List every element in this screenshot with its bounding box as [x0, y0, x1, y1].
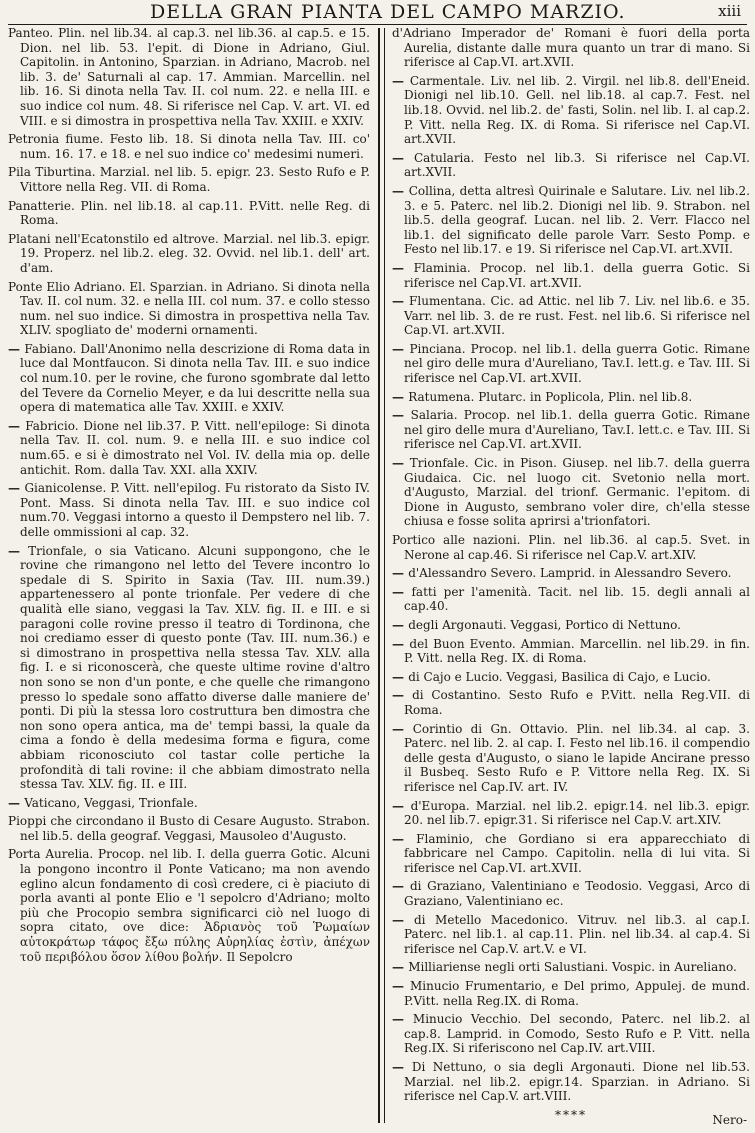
index-entry	[8, 132, 370, 161]
index-entry	[392, 261, 750, 290]
index-entry	[392, 390, 750, 405]
index-entry	[8, 544, 370, 792]
entry-text: Ratumena. Plutarc. in Poplicola, Plin. nel lib.8.	[408, 389, 693, 404]
index-entry	[392, 832, 750, 876]
dash-mark: —	[392, 912, 414, 927]
entry-text: Ponte Elio Adriano. El. Sparzian. in Adriano. Si dinota nella Tav. II. col num. 32. e nella III. col num. 37. e collo stesso num. nel suo indice. Si dimostra in prospettiva nella Tav. XLIV. spogliato de' moderni ornamenti.	[8, 279, 370, 338]
page-number: xiii	[718, 2, 741, 20]
entry-text: Vaticano, Veggasi, Trionfale.	[24, 795, 198, 810]
entry-text: Flaminia. Procop. nel lib.1. della guerra Gotic. Si riferisce nel Cap.VI. art.XVII.	[404, 260, 750, 290]
index-entry	[8, 232, 370, 276]
index-entry	[8, 796, 370, 811]
dash-mark: —	[392, 617, 409, 632]
index-entry	[8, 165, 370, 194]
entry-text: Trionfale, o sia Vaticano. Alcuni suppongono, che le rovine che rimangono nel letto del Tevere incontro lo spedale di S. Spirito in Saxia (Tav. III. num.39.) appartenessero al ponte trionfale. Per vedere di che qualità elle siano, veggasi la Tav. XLV. fig. II. e III. e si paragoni colle rovine presso il teatro di Tordinona, che noi crediamo esser di questo ponte (Tav. III. num.36.) e si dimostrano in prospettiva nella stessa Tav. XLV. alla fig. I. e si riconoscerà, che queste ultime rovine d'altro non sono se non d'un ponte, e che quelle che rimangono presso lo spedale sono affatto diverse dalle maniere de' ponti. Di più la stessa loro costruttura ben dimostra che non sono opera antica, ma de' tempi bassi, la quale da cima a fondo è della medesima forma e figura, come abbiam riconosciuto col tastar colle pertiche la profondità di tali rovine: il che abbiam dimostrato nella stessa Tav. XLV. fig. II. e III.	[20, 543, 370, 792]
index-entry	[392, 456, 750, 529]
entry-text: di Graziano, Valentiniano e Teodosio. Veggasi, Arco di Graziano, Valentiniano ec.	[404, 879, 750, 909]
dash-mark: —	[8, 795, 25, 810]
entry-text: Portico alle nazioni. Plin. nel lib.36. al cap.5. Svet. in Nerone al cap.46. Si riferisce nel Cap.V. art.XIV.	[392, 533, 750, 562]
page-header	[0, 0, 755, 24]
dash-mark: —	[392, 389, 409, 404]
index-entry	[392, 979, 750, 1008]
dash-mark: —	[392, 1012, 413, 1027]
index-entry	[8, 26, 370, 128]
index-entry	[392, 408, 750, 452]
entry-text: Collina, detta altresì Quirinale e Salutare. Liv. nel lib.2. 3. e 5. Paterc. nel lib.2. Dionigi nel lib. 9. Strabon. nel lib.5. della geograf. Lucan. nel lib. 2. Verr. Flacco nel lib.1. del significato delle parole Varr. Sesto Pomp. e Festo nel lib.17. e 19. Si riferisce nel Cap.VI. art.XVII.	[404, 183, 750, 257]
entry-text: d'Adriano Imperador de' Romani è fuori della porta Aurelia, distante dalle mura quanto un trar di mano. Si riferisce al Cap.VI. art.XVII.	[392, 26, 750, 70]
entry-text: Pinciana. Procop. nel lib.1. della guerra Gotic. Rimane nel giro delle mura d'Aureliano, Tav.I. lett.g. e Tav. III. Si riferisce nel Cap.VI. art.XVII.	[404, 341, 750, 386]
index-entry	[392, 533, 750, 562]
index-entry	[392, 722, 750, 795]
index-entry	[8, 419, 370, 477]
dash-mark: —	[392, 341, 410, 356]
entry-text: Fabricio. Dione nel lib.37. P. Vitt. nell'epiloge: Si dinota nella Tav. II. col. num. 9. e nella III. e suo indice col num.65. e si è dimostrato nel Vol. IV. della mia op. delle antichit. Rom. dalla Tav. XXI. alla XXIV.	[20, 418, 370, 477]
header-rule	[8, 24, 747, 25]
dash-mark: —	[392, 150, 414, 165]
dash-mark: —	[8, 543, 29, 558]
index-entry	[392, 585, 750, 614]
running-title: DELLA GRAN PIANTA DEL CAMPO MARZIO.	[150, 1, 626, 23]
index-entry	[392, 74, 750, 147]
dash-mark: —	[392, 183, 409, 198]
entry-text: Trionfale. Cic. in Pison. Giusep. nel lib.7. della guerra Giudaica. Cic. nel luogo cit. Svetonio nella mort. d'Augusto, Marzial. del trionf. Germanic. l'epitom. di Dione in Augusto, sembrano voler dire, ch'ella stesse chiusa e fosse solita aprirsi a'trionfatori.	[404, 456, 750, 529]
entry-text: degli Argonauti. Veggasi, Portico di Nettuno.	[408, 617, 681, 632]
index-entry	[392, 688, 750, 717]
entry-text: Petronia fiume. Festo lib. 18. Si dinota nella Tav. III. co' num. 16. 17. e 18. e nel suo indice co' medesimi numeri.	[8, 132, 370, 161]
dash-mark: —	[8, 341, 25, 356]
index-entry	[8, 481, 370, 539]
dash-mark: —	[392, 260, 414, 275]
dash-mark: —	[392, 979, 410, 994]
entry-text: Pila Tiburtina. Marzial. nel lib. 5. epigr. 23. Sesto Rufo e P. Vittore nella Reg. VII. di Roma.	[8, 165, 370, 194]
dash-mark: —	[392, 294, 410, 309]
dash-mark: —	[392, 798, 411, 813]
dash-mark: —	[392, 408, 411, 423]
entry-text: Minucio Frumentario, e Del primo, Appulej. de mund. P.Vitt. nella Reg.IX. di Roma.	[404, 979, 750, 1008]
entry-text: Di Nettuno, o sia degli Argonauti. Dione nel lib.53. Marzial. nel lib.2. epigr.14. Sparzian. in Adriano. Si riferisce nel Cap.V. art.VIII.	[404, 1060, 750, 1104]
column-divider	[378, 28, 385, 1123]
entry-text: Flaminio, che Gordiano si era apparecchiato di fabbricare nel Campo. Capitolin. nella di lui vita. Si riferisce nel Cap.VI. art.XVII.	[404, 831, 750, 875]
index-entry	[8, 280, 370, 338]
dash-mark: —	[8, 418, 26, 433]
index-entry	[392, 879, 750, 908]
entry-text: Panteo. Plin. nel lib.34. al cap.3. nel lib.36. al cap.5. e 15. Dion. nel lib. 53. l'epit. di Dione in Adriano, Giul. Capitolin. in Antonino, Sparzian. in Adriano, Macrob. nel lib. 3. de' Saturnali al cap. 17. Ammian. Marcellin. nel lib. 16. Si dinota nella Tav. II. col num. 22. e nella III. e suo indice col num. 48. Si riferisce nel Cap. V. art. VI. ed VIII. e si dimostra in prospettiva nella Tav. XXIII. e XXIV.	[8, 26, 370, 128]
index-entry	[8, 847, 370, 964]
entry-text: Corintio di Gn. Ottavio. Plin. nel lib.34. al cap. 3. Paterc. nel lib. 2. al cap. I. Festo nel lib.16. il compendio delle gesta d'Augusto, o siano le lapide Ancirane presso il Busbeq. Sesto Rufo e P. Vittore nella Reg. IX. Si riferisce nel Cap.IV. art. IV.	[404, 721, 750, 794]
end-stars: ****	[555, 1107, 587, 1122]
index-entry	[392, 151, 750, 180]
index-entry	[392, 294, 750, 338]
index-entry	[392, 184, 750, 257]
dash-mark: —	[392, 669, 409, 684]
entry-text: Catularia. Festo nel lib.3. Si riferisce nel Cap.VI. art.XVII.	[404, 150, 750, 180]
index-entry	[8, 814, 370, 843]
entry-text: Gianicolense. P. Vitt. nell'epilog. Fu ristorato da Sisto IV. Pont. Mass. Si dinota nella Tav. III. e suo indice col num.70. Veggasi intorno a questo il Dempstero nel lib. 7. delle ommissioni al cap. 32.	[20, 481, 370, 539]
entry-text: Carmentale. Liv. nel lib. 2. Virgil. nel lib.8. dell'Eneid. Dionigi nel lib.10. Gell. nel lib.18. al cap.7. Fest. nel lib.18. Ovvid. nel lib.2. de' fasti, Solin. nel lib. I. al cap.2. P. Vitt. nella Reg. IX. di Roma. Si riferisce nel Cap.VI. art.XVII.	[404, 73, 750, 147]
dash-mark: —	[392, 1060, 412, 1074]
entry-text: Pioppi che circondano il Busto di Cesare Augusto. Strabon. nel lib.5. della geograf. Veggasi, Mausoleo d'Augusto.	[8, 814, 370, 843]
entry-text: di Cajo e Lucio. Veggasi, Basilica di Cajo, e Lucio.	[408, 669, 711, 684]
right-column	[392, 26, 750, 1126]
index-entry	[8, 342, 370, 415]
index-entry	[392, 618, 750, 633]
index-entry	[392, 637, 750, 666]
dash-mark: —	[392, 566, 409, 581]
entry-text: Minucio Vecchio. Del secondo, Paterc. nel lib.2. al cap.8. Lamprid. in Comodo, Sesto Rufo e P. Vitt. nella Reg.IX. Si riferiscono nel Cap.IV. art.VIII.	[404, 1012, 750, 1056]
entry-text: Salaria. Procop. nel lib.1. della guerra Gotic. Rimane nel giro delle mura d'Aureliano, Tav.I. lett.c. e Tav. III. Si riferisce nel Cap.VI. art.XVII.	[404, 408, 750, 452]
entry-text: fatti per l'amenità. Tacit. nel lib. 15. degli annali al cap.40.	[404, 584, 750, 614]
index-entry	[392, 799, 750, 828]
entry-text: Flumentana. Cic. ad Attic. nel lib 7. Liv. nel lib.6. e 35. Varr. nel lib. 3. de re rust. Fest. nel lib.6. Si riferisce nel Cap.VI. art.XVII.	[404, 294, 750, 338]
dash-mark: —	[392, 960, 409, 975]
dash-mark: —	[392, 721, 413, 736]
dash-mark: —	[392, 831, 417, 846]
index-entry	[392, 1012, 750, 1056]
index-entry	[392, 566, 750, 581]
dash-mark: —	[392, 73, 410, 88]
index-entry	[392, 960, 750, 975]
entry-text: di Metello Macedonico. Vitruv. nel lib.3. al cap.I. Paterc. nel lib.1. al cap.11. Plin. nel lib.34. al cap.4. Si riferisce nel Cap.V. art.V. e VI.	[404, 912, 750, 956]
entry-text: Fabiano. Dall'Anonimo nella descrizione di Roma data in luce dal Montfaucon. Si dinota nella Tav. III. e suo indice col num.10. per le rovine, che furono sgombrate dal letto del Tevere da Cornelio Meyer, e da lui descritte nella sua opera di matematica alle Tav. XXIII. e XXIV.	[20, 341, 370, 415]
dash-mark: —	[8, 481, 25, 496]
index-entry	[392, 26, 750, 70]
catchword: Nero-	[712, 1113, 747, 1127]
entry-text: Panatterie. Plin. nel lib.18. al cap.11. P.Vitt. nelle Reg. di Roma.	[8, 198, 370, 228]
dash-mark: —	[392, 688, 413, 703]
entry-text: d'Alessandro Severo. Lamprid. in Alessandro Severo.	[408, 566, 732, 581]
entry-text: Milliariense negli orti Salustiani. Vospic. in Aureliano.	[408, 960, 737, 975]
index-entry	[392, 1060, 750, 1104]
left-column	[8, 26, 370, 1126]
entry-text: Platani nell'Ecatonstilo ed altrove. Marzial. nel lib.3. epigr. 19. Properz. nel lib.2. eleg. 32. Ovvid. nel lib.1. dell' art. d'am.	[8, 231, 370, 275]
dash-mark: —	[392, 879, 410, 894]
index-entry	[392, 670, 750, 685]
entry-text: d'Europa. Marzial. nel lib.2. epigr.14. nel lib.3. epigr. 20. nel lib.7. epigr.31. Si riferisce nel Cap.V. art.XIV.	[404, 798, 750, 828]
entry-text: Porta Aurelia. Procop. nel lib. I. della guerra Gotic. Alcuni la pongono incontro il Ponte Vaticano; ma non avendo eglino alcun fondamento di così credere, ci è piaciuto di porla avanti al ponte Elio e 'l sepolcro d'Adriano; molto più che Procopio sembra significarci ciò nel luogo di sopra citato, ove dice: Ἀδριανὸς τοῦ Ῥωμαίων αὐτοκράτωρ τάφος ἔξω πύλης Αὐρηλίας ἐστὶν, ἀπέχων τοῦ περιβόλου ὅσον λίθου βολήν. Il Sepolcro	[8, 847, 370, 964]
entry-text: del Buon Evento. Ammian. Marcellin. nel lib.29. in fin. P. Vitt. nella Reg. IX. di Roma.	[404, 636, 750, 666]
dash-mark: —	[392, 456, 410, 471]
entry-text: di Costantino. Sesto Rufo e P.Vitt. nella Reg.VII. di Roma.	[404, 688, 750, 717]
index-entry	[392, 913, 750, 957]
dash-mark: —	[392, 584, 412, 599]
dash-mark: —	[392, 636, 410, 651]
index-entry	[392, 342, 750, 386]
index-entry	[8, 199, 370, 228]
